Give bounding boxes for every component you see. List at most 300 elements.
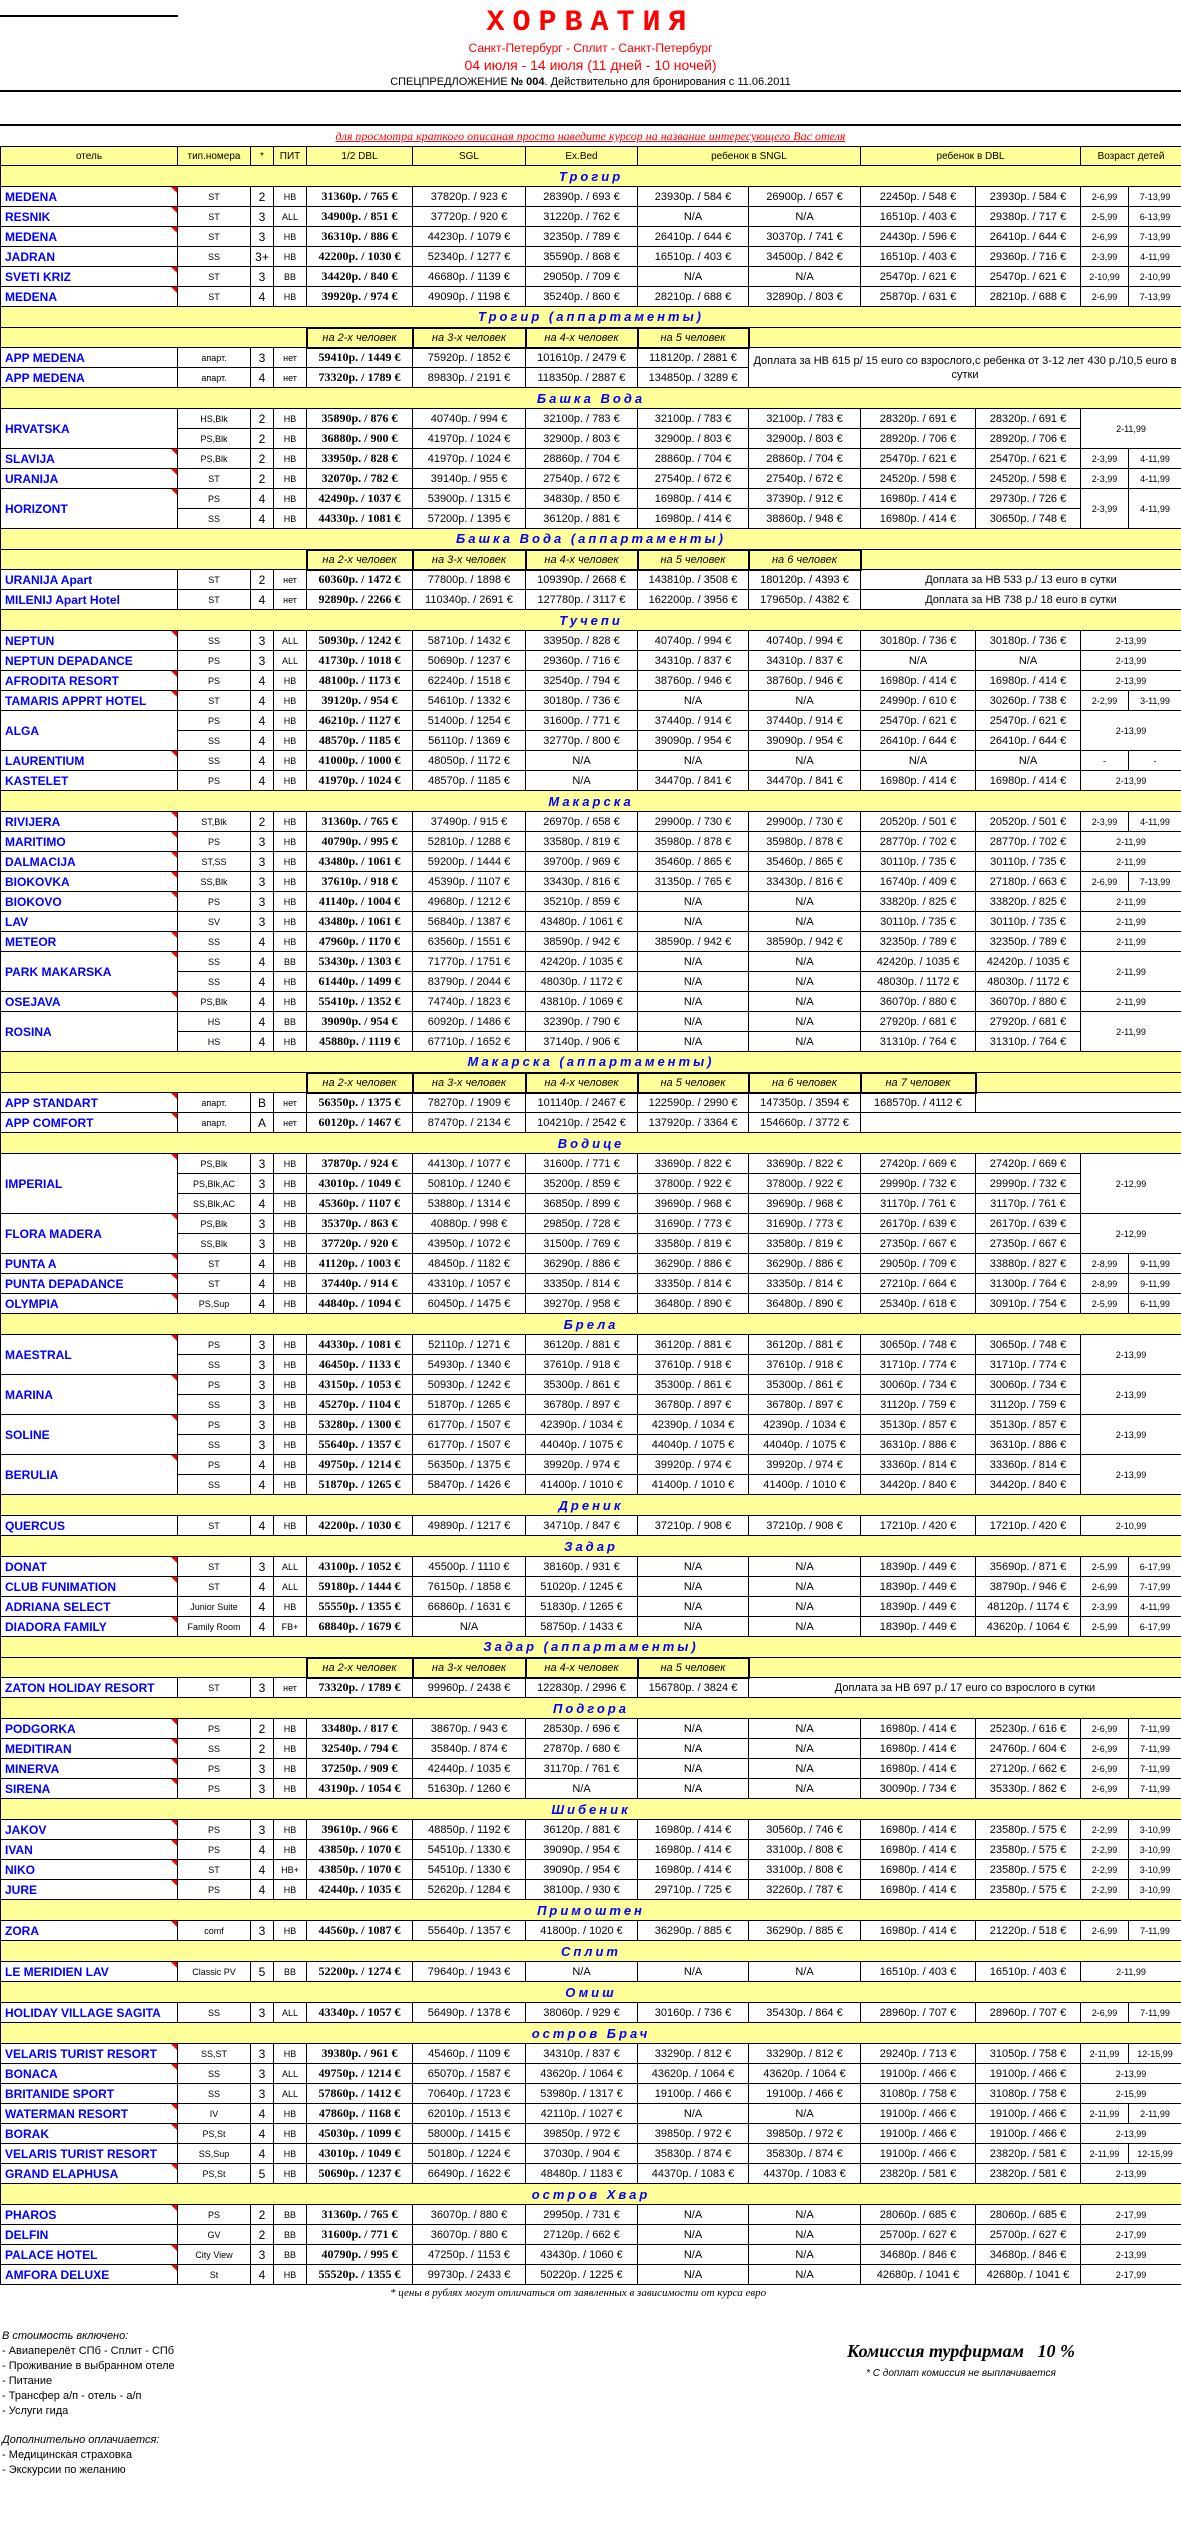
price-half-dbl: 39120р. / 954 € <box>307 691 413 711</box>
price-exbed: 48480р. / 1183 € <box>526 2164 638 2184</box>
hotel-name-link[interactable] <box>1 1840 178 1860</box>
included-item: - Услуги гида <box>2 2405 69 2417</box>
hotel-name[interactable]: APP COMFORT <box>5 1115 94 1130</box>
hotel-name-link[interactable] <box>1 2245 178 2265</box>
hotel-name-link[interactable] <box>1 287 178 307</box>
comment-marker-icon[interactable] <box>171 1921 177 1927</box>
comment-marker-icon[interactable] <box>171 1759 177 1765</box>
price-half-dbl: 50930р. / 1242 € <box>307 631 413 651</box>
hotel-name-link[interactable] <box>1 1719 178 1739</box>
hotel-name-link[interactable] <box>1 771 178 791</box>
price-half-dbl: 44330р. / 1081 € <box>307 509 413 529</box>
hotel-name[interactable]: PUNTA DEPADANCE <box>5 1276 124 1291</box>
extra-item: - Экскурсии по желанию <box>2 2464 126 2476</box>
price-half-dbl: 42440р. / 1035 € <box>307 1880 413 1900</box>
hotel-name[interactable]: NEPTUN DEPADANCE <box>5 653 133 668</box>
hotel-name-link[interactable] <box>1 489 178 529</box>
comment-marker-icon[interactable] <box>171 2104 177 2110</box>
comment-marker-icon[interactable] <box>171 1820 177 1826</box>
apartment-price: 73320р. / 1789 € <box>307 368 413 388</box>
hotel-name[interactable]: OSEJAVA <box>5 994 61 1009</box>
hotel-name-link[interactable] <box>1 1113 178 1133</box>
comment-marker-icon[interactable] <box>171 691 177 697</box>
price-child-sngl-1: N/A <box>638 1779 749 1799</box>
hotel-name-link[interactable] <box>1 1678 178 1698</box>
price-child-dbl-1: 24430р. / 596 € <box>861 227 976 247</box>
hotel-name-link[interactable] <box>1 1779 178 1799</box>
hotel-name-link[interactable] <box>1 711 178 751</box>
hotel-name-link[interactable] <box>1 2064 178 2084</box>
price-half-dbl: 37250р. / 909 € <box>307 1759 413 1779</box>
price-child-dbl-1: 24990р. / 610 € <box>861 691 976 711</box>
meal-plan: HB <box>274 489 307 509</box>
comment-marker-icon[interactable] <box>171 1617 177 1623</box>
hotel-name-link[interactable] <box>1 1012 178 1052</box>
hotel-name-link[interactable] <box>1 1617 178 1637</box>
hotel-name[interactable]: NEPTUN <box>5 633 55 648</box>
hotel-name-link[interactable] <box>1 892 178 912</box>
hotel-name-link[interactable] <box>1 2205 178 2225</box>
hotel-name-link[interactable] <box>1 912 178 932</box>
hotel-row <box>1 1194 1181 1214</box>
hotel-name[interactable]: WATERMAN RESORT <box>5 2106 129 2121</box>
hotel-name[interactable]: JURE <box>5 1882 38 1897</box>
comment-marker-icon[interactable] <box>171 1254 177 1260</box>
hotel-name-link[interactable] <box>1 247 178 267</box>
hotel-name[interactable]: VELARIS TURIST RESORT <box>5 2046 158 2061</box>
hotel-name-link[interactable] <box>1 932 178 952</box>
hotel-name-link[interactable] <box>1 1820 178 1840</box>
hotel-name-link[interactable] <box>1 1880 178 1900</box>
meal-plan: HB <box>274 187 307 207</box>
price-child-sngl-2: N/A <box>749 1759 861 1779</box>
hotel-name[interactable]: LE MERIDIEN LAV <box>5 1964 109 1979</box>
comment-marker-icon[interactable] <box>171 2265 177 2271</box>
room-type: ST <box>178 287 251 307</box>
hotel-name-link[interactable] <box>1 1962 178 1982</box>
price-child-dbl-2: 31170р. / 761 € <box>976 1194 1081 1214</box>
meal-plan: ALL <box>274 207 307 227</box>
price-child-dbl-2: 35330р. / 862 € <box>976 1779 1081 1799</box>
hotel-name[interactable]: MAESTRAL <box>5 1347 72 1362</box>
meal-plan: HB <box>274 1234 307 1254</box>
child-age-range-2: 6-17,99 <box>1129 1557 1181 1577</box>
hotel-name[interactable]: APP MEDENA <box>5 350 85 365</box>
hotel-name-link[interactable] <box>1 2144 178 2164</box>
hotel-name-link[interactable] <box>1 2225 178 2245</box>
comment-marker-icon[interactable] <box>171 2164 177 2170</box>
hotel-name[interactable]: BONACA <box>5 2066 58 2081</box>
price-sgl: 56350р. / 1375 € <box>413 1455 526 1475</box>
comment-marker-icon[interactable] <box>171 2205 177 2211</box>
hotel-name[interactable]: PARK MAKARSKA <box>5 964 112 979</box>
comment-marker-icon[interactable] <box>171 1294 177 1300</box>
hotel-name-link[interactable] <box>1 751 178 771</box>
apartment-occupancy-header: на 4-х человек <box>526 550 638 570</box>
comment-marker-icon[interactable] <box>171 1375 177 1381</box>
hotel-name-link[interactable] <box>1 1254 178 1274</box>
hotel-name[interactable]: JADRAN <box>5 249 56 264</box>
hotel-name-link[interactable] <box>1 1294 178 1314</box>
hotel-name-link[interactable] <box>1 267 178 287</box>
comment-marker-icon[interactable] <box>171 832 177 838</box>
hotel-name-link[interactable] <box>1 1274 178 1294</box>
hotel-name[interactable]: MEDITIRAN <box>5 1741 72 1756</box>
star-rating: 3 <box>251 1154 274 1174</box>
hotel-name-link[interactable] <box>1 187 178 207</box>
hotel-name-link[interactable] <box>1 1375 178 1415</box>
price-child-dbl-1: 19100р. / 466 € <box>861 2144 976 2164</box>
hotel-name-link[interactable] <box>1 2044 178 2064</box>
price-half-dbl: 31360р. / 765 € <box>307 2205 413 2225</box>
hotel-name[interactable]: ADRIANA SELECT <box>5 1599 111 1614</box>
room-type: ST <box>178 570 251 590</box>
price-child-sngl-1: N/A <box>638 892 749 912</box>
hotel-name[interactable]: PODGORKA <box>5 1721 76 1736</box>
comment-marker-icon[interactable] <box>171 932 177 938</box>
hotel-row <box>1 1880 1181 1900</box>
price-child-sngl-2: 26900р. / 657 € <box>749 187 861 207</box>
price-child-dbl-1: 16980р. / 414 € <box>861 509 976 529</box>
hotel-name[interactable]: MINERVA <box>5 1761 60 1776</box>
hotel-name[interactable]: KASTELET <box>5 773 69 788</box>
comment-marker-icon[interactable] <box>171 852 177 858</box>
hotel-name[interactable]: LAURENTIUM <box>5 753 85 768</box>
price-child-sngl-1: 32900р. / 803 € <box>638 429 749 449</box>
comment-marker-icon[interactable] <box>171 2064 177 2070</box>
hotel-name[interactable]: SVETI KRIZ <box>5 269 72 284</box>
price-child-sngl-1: N/A <box>638 1597 749 1617</box>
hotel-name-link[interactable] <box>1 992 178 1012</box>
comment-marker-icon[interactable] <box>171 1840 177 1846</box>
hotel-name-link[interactable] <box>1 2084 178 2104</box>
price-exbed: 28390р. / 693 € <box>526 187 638 207</box>
comment-marker-icon[interactable] <box>171 952 177 958</box>
hotel-name-link[interactable] <box>1 1415 178 1455</box>
hotel-name-link[interactable] <box>1 368 178 388</box>
hotel-name[interactable]: URANIJA <box>5 471 59 486</box>
comment-marker-icon[interactable] <box>171 1719 177 1725</box>
hotel-name[interactable]: DONAT <box>5 1559 47 1574</box>
hotel-name-link[interactable] <box>1 2003 178 2023</box>
price-exbed: 39850р. / 972 € <box>526 2124 638 2144</box>
child-age-range: 2-13,99 <box>1081 651 1181 671</box>
hotel-name-link[interactable] <box>1 207 178 227</box>
hotel-name[interactable]: MARINA <box>5 1387 53 1402</box>
hotel-name[interactable]: GRAND ELAPHUSA <box>5 2166 119 2181</box>
hotel-name-link[interactable] <box>1 631 178 651</box>
comment-marker-icon[interactable] <box>171 187 177 193</box>
hotel-name[interactable]: MARITIMO <box>5 834 66 849</box>
hotel-name-link[interactable] <box>1 852 178 872</box>
hotel-name[interactable]: HRVATSKA <box>5 421 70 436</box>
comment-marker-icon[interactable] <box>171 1154 177 1160</box>
star-rating: 2 <box>251 2225 274 2245</box>
hotel-name[interactable]: MEDENA <box>5 189 58 204</box>
hotel-name[interactable]: AMFORA DELUXE <box>5 2267 110 2282</box>
price-child-dbl-1: 16510р. / 403 € <box>861 207 976 227</box>
child-age-range-1: 2-6,99 <box>1081 2003 1129 2023</box>
hotel-name[interactable]: RESNIK <box>5 209 51 224</box>
price-child-dbl-1: 16980р. / 414 € <box>861 1860 976 1880</box>
hotel-name[interactable]: AFRODITA RESORT <box>5 673 119 688</box>
hotel-name[interactable]: MILENIJ Apart Hotel <box>5 592 120 607</box>
comment-marker-icon[interactable] <box>171 892 177 898</box>
comment-marker-icon[interactable] <box>171 631 177 637</box>
hotel-name-link[interactable] <box>1 1093 178 1113</box>
child-age-range-1: 2-5,99 <box>1081 207 1129 227</box>
price-child-dbl-2: 38790р. / 946 € <box>976 1577 1081 1597</box>
price-half-dbl: 49750р. / 1214 € <box>307 1455 413 1475</box>
price-sgl: 61770р. / 1507 € <box>413 1435 526 1455</box>
hotel-name[interactable]: NIKO <box>5 1862 35 1877</box>
hotel-name-link[interactable] <box>1 1921 178 1941</box>
child-age-range-2: 7-13,99 <box>1129 872 1181 892</box>
hotel-name[interactable]: BORAK <box>5 2126 49 2141</box>
empty-cell <box>861 1113 1181 1133</box>
hotel-name-link[interactable] <box>1 1516 178 1536</box>
comment-marker-icon[interactable] <box>171 2245 177 2251</box>
meal-plan: HB <box>274 1335 307 1355</box>
hotel-name-link[interactable] <box>1 872 178 892</box>
comment-marker-icon[interactable] <box>171 1880 177 1886</box>
hotel-name-link[interactable] <box>1 651 178 671</box>
comment-marker-icon[interactable] <box>171 1274 177 1280</box>
hotel-name[interactable]: QUERCUS <box>5 1518 66 1533</box>
price-child-sngl-2: 37440р. / 914 € <box>749 711 861 731</box>
hotel-name-link[interactable] <box>1 409 178 449</box>
price-child-sngl-1: 16980р. / 414 € <box>638 1820 749 1840</box>
comment-marker-icon[interactable] <box>171 1962 177 1968</box>
hotel-name[interactable]: APP MEDENA <box>5 370 85 385</box>
hotel-name-link[interactable] <box>1 469 178 489</box>
child-age-range-2: 4-11,99 <box>1129 449 1181 469</box>
hotel-name[interactable]: DALMACIJA <box>5 854 76 869</box>
comment-marker-icon[interactable] <box>171 1415 177 1421</box>
price-exbed: 50220р. / 1225 € <box>526 2265 638 2285</box>
room-type: апарт. <box>178 1093 251 1113</box>
room-type: ST <box>178 691 251 711</box>
apartment-header-spacer <box>1 328 307 348</box>
comment-marker-icon[interactable] <box>171 1214 177 1220</box>
hotel-name-link[interactable] <box>1 1335 178 1375</box>
hotel-name-link[interactable] <box>1 590 178 610</box>
hotel-name[interactable]: ALGA <box>5 723 39 738</box>
hotel-name-link[interactable] <box>1 1557 178 1577</box>
child-age-range: 2-13,99 <box>1081 671 1181 691</box>
hotel-name-link[interactable] <box>1 570 178 590</box>
room-type: ST <box>178 227 251 247</box>
hotel-name[interactable]: BERULIA <box>5 1467 59 1482</box>
hotel-row <box>1 671 1181 691</box>
meal-plan: HB <box>274 1355 307 1375</box>
meal-plan: HB <box>274 2164 307 2184</box>
hotel-name-link[interactable] <box>1 348 178 368</box>
price-sgl: 51870р. / 1265 € <box>413 1395 526 1415</box>
hotel-name[interactable]: SOLINE <box>5 1427 50 1442</box>
price-sgl: 56490р. / 1378 € <box>413 2003 526 2023</box>
price-child-dbl-2: 31310р. / 764 € <box>976 1032 1081 1052</box>
price-exbed: 31220р. / 762 € <box>526 207 638 227</box>
surcharge-note: Доплата за HB 738 р./ 18 euro в сутки <box>861 590 1181 610</box>
hotel-name-link[interactable] <box>1 1597 178 1617</box>
hotel-name[interactable]: JAKOV <box>5 1822 47 1837</box>
hotel-name[interactable]: DELFIN <box>5 2227 49 2242</box>
price-child-sngl-2: N/A <box>749 691 861 711</box>
hotel-name-link[interactable] <box>1 2124 178 2144</box>
hotel-name[interactable]: METEOR <box>5 934 57 949</box>
section-header <box>1 1536 1181 1557</box>
price-child-dbl-2: 28210р. / 688 € <box>976 287 1081 307</box>
comment-marker-icon[interactable] <box>171 1113 177 1119</box>
hotel-name[interactable]: PHAROS <box>5 2207 57 2222</box>
child-age-range-1: 2-6,99 <box>1081 1739 1129 1759</box>
hotel-name[interactable]: MEDENA <box>5 229 58 244</box>
hotel-name[interactable]: APP STANDART <box>5 1095 98 1110</box>
section-header <box>1 529 1181 550</box>
hotel-name[interactable]: ROSINA <box>5 1024 52 1039</box>
hotel-row <box>1 489 1181 509</box>
hotel-row <box>1 711 1181 731</box>
hotel-name[interactable]: CLUB FUNIMATION <box>5 1579 117 1594</box>
hotel-name-link[interactable] <box>1 952 178 992</box>
comment-marker-icon[interactable] <box>171 1335 177 1341</box>
meal-plan: HB <box>274 1214 307 1234</box>
apartment-price: 73320р. / 1789 € <box>307 1678 413 1698</box>
hotel-name[interactable]: HOLIDAY VILLAGE SAGITA <box>5 2005 161 2020</box>
hotel-name[interactable]: SIRENA <box>5 1781 51 1796</box>
hotel-name[interactable]: VELARIS TURIST RESORT <box>5 2146 158 2161</box>
hotel-name-link[interactable] <box>1 1577 178 1597</box>
price-exbed: N/A <box>526 751 638 771</box>
meal-plan: HB <box>274 1254 307 1274</box>
price-exbed: 29050р. / 709 € <box>526 267 638 287</box>
comment-marker-icon[interactable] <box>171 872 177 878</box>
comment-marker-icon[interactable] <box>171 449 177 455</box>
price-half-dbl: 55410р. / 1352 € <box>307 992 413 1012</box>
price-child-sngl-2: 41400р. / 1010 € <box>749 1475 861 1495</box>
comment-marker-icon[interactable] <box>171 489 177 495</box>
hotel-name[interactable]: LAV <box>5 914 29 929</box>
comment-marker-icon[interactable] <box>171 992 177 998</box>
room-type: HS <box>178 1012 251 1032</box>
comment-marker-icon[interactable] <box>171 267 177 273</box>
hotel-name[interactable]: ZATON HOLIDAY RESORT <box>5 1680 155 1695</box>
price-half-dbl: 33950р. / 828 € <box>307 449 413 469</box>
price-child-sngl-1: 35300р. / 861 € <box>638 1375 749 1395</box>
price-child-dbl-2: 23930р. / 584 € <box>976 187 1081 207</box>
price-half-dbl: 43010р. / 1049 € <box>307 2144 413 2164</box>
price-sgl: 99730р. / 2433 € <box>413 2265 526 2285</box>
hotel-name-link[interactable] <box>1 691 178 711</box>
price-child-dbl-1: 31120р. / 759 € <box>861 1395 976 1415</box>
price-child-sngl-1: N/A <box>638 1962 749 1982</box>
hotel-name[interactable]: MEDENA <box>5 289 58 304</box>
price-exbed: 51830р. / 1265 € <box>526 1597 638 1617</box>
comment-marker-icon[interactable] <box>171 812 177 818</box>
room-type: PS,St <box>178 2124 251 2144</box>
comment-marker-icon[interactable] <box>171 287 177 293</box>
price-exbed: 32100р. / 783 € <box>526 409 638 429</box>
hotel-name[interactable]: URANIJA Apart <box>5 572 93 587</box>
comment-marker-icon[interactable] <box>171 1860 177 1866</box>
hotel-name-link[interactable] <box>1 227 178 247</box>
comment-marker-icon[interactable] <box>171 1577 177 1583</box>
price-sgl: 48450р. / 1182 € <box>413 1254 526 1274</box>
hotel-name-link[interactable] <box>1 671 178 691</box>
hotel-name-link[interactable] <box>1 1455 178 1495</box>
hotel-name[interactable]: PUNTA A <box>5 1256 57 1271</box>
star-rating: 3 <box>251 267 274 287</box>
comment-marker-icon[interactable] <box>171 227 177 233</box>
hotel-name-link[interactable] <box>1 1739 178 1759</box>
comment-marker-icon[interactable] <box>171 1779 177 1785</box>
comment-marker-icon[interactable] <box>171 751 177 757</box>
price-child-dbl-1: 18390р. / 449 € <box>861 1597 976 1617</box>
price-sgl: 48850р. / 1192 € <box>413 1820 526 1840</box>
comment-marker-icon[interactable] <box>171 1093 177 1099</box>
hotel-name[interactable]: FLORA MADERA <box>5 1226 102 1241</box>
hotel-name[interactable]: DIADORA FAMILY <box>5 1619 107 1634</box>
comment-marker-icon[interactable] <box>171 671 177 677</box>
comment-marker-icon[interactable] <box>171 207 177 213</box>
hotel-name[interactable]: OLYMPIA <box>5 1296 59 1311</box>
price-child-sngl-1: 36290р. / 886 € <box>638 1254 749 1274</box>
hotel-row <box>1 449 1181 469</box>
hotel-name[interactable]: BRITANIDE SPORT <box>5 2086 115 2101</box>
price-child-dbl-1: 42680р. / 1041 € <box>861 2265 976 2285</box>
comment-marker-icon[interactable] <box>171 1739 177 1745</box>
hotel-name-link[interactable] <box>1 1154 178 1214</box>
hotel-name[interactable]: IVAN <box>5 1842 33 1857</box>
price-half-dbl: 48100р. / 1173 € <box>307 671 413 691</box>
hotel-name-link[interactable] <box>1 2265 178 2285</box>
hotel-name[interactable]: TAMARIS APPRT HOTEL <box>5 693 147 708</box>
meal-plan: HB <box>274 1840 307 1860</box>
price-child-dbl-2: 31050р. / 758 € <box>976 2044 1081 2064</box>
hotel-name-link[interactable] <box>1 812 178 832</box>
hotel-name[interactable]: BIOKOVKA <box>5 874 70 889</box>
price-sgl: 38670р. / 943 € <box>413 1719 526 1739</box>
hotel-name[interactable]: IMPERIAL <box>5 1176 63 1191</box>
price-half-dbl: 50690р. / 1237 € <box>307 2164 413 2184</box>
child-age-range-2: 12-15,99 <box>1129 2044 1181 2064</box>
comment-marker-icon[interactable] <box>171 2124 177 2130</box>
hotel-name[interactable]: HORIZONT <box>5 501 68 516</box>
comment-marker-icon[interactable] <box>171 2044 177 2050</box>
price-child-sngl-1: 27540р. / 672 € <box>638 469 749 489</box>
price-half-dbl: 39920р. / 974 € <box>307 287 413 307</box>
hotel-name[interactable]: PALACE HOTEL <box>5 2247 98 2262</box>
hotel-row <box>1 1617 1181 1637</box>
comment-marker-icon[interactable] <box>171 1557 177 1563</box>
comment-marker-icon[interactable] <box>171 469 177 475</box>
hotel-name[interactable]: SLAVIJA <box>5 451 55 466</box>
comment-marker-icon[interactable] <box>171 1455 177 1461</box>
hotel-name[interactable]: ZORA <box>5 1923 39 1938</box>
hotel-name-link[interactable] <box>1 1860 178 1880</box>
price-child-sngl-2: 43620р. / 1064 € <box>749 2064 861 2084</box>
price-half-dbl: 43850р. / 1070 € <box>307 1840 413 1860</box>
hotel-name-link[interactable] <box>1 1759 178 1779</box>
hotel-name-link[interactable] <box>1 1214 178 1254</box>
hotel-name[interactable]: RIVIJERA <box>5 814 61 829</box>
hotel-name-link[interactable] <box>1 832 178 852</box>
hotel-name[interactable]: BIOKOVO <box>5 894 62 909</box>
hotel-name-link[interactable] <box>1 449 178 469</box>
hotel-name-link[interactable] <box>1 2164 178 2184</box>
hotel-name-link[interactable] <box>1 2104 178 2124</box>
